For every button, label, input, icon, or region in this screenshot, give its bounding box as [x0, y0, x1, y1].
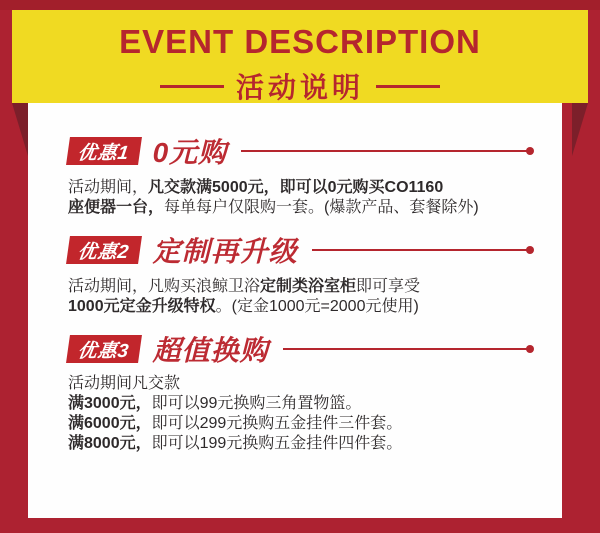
text-segment: 活动期间凡交款 — [68, 375, 181, 392]
text-segment: 活动期间，凡购买浪鲸卫浴 — [68, 278, 261, 295]
subtitle-line-left — [160, 85, 224, 88]
offer-3-line-1 — [68, 374, 532, 394]
text-segment: 满6000元， — [68, 415, 152, 432]
offer-3-line-2 — [68, 394, 532, 414]
text-segment: 。(定金1000元=2000元使用) — [215, 298, 419, 315]
offer-2-header — [68, 235, 532, 265]
offer-3-line-4 — [68, 434, 532, 454]
offer-1-badge — [66, 137, 142, 165]
text-segment: 即可享受 — [356, 278, 421, 295]
offer-3-badge — [66, 335, 142, 363]
offer-1-rule — [241, 150, 532, 152]
offers-card — [28, 103, 562, 518]
offer-3-body — [68, 374, 532, 454]
text-segment: 活动期间， — [68, 179, 149, 196]
banner-title-en: EVENT DESCRIPTION — [119, 23, 481, 60]
text-segment: 满3000元， — [68, 395, 152, 412]
offer-1-line-2 — [68, 198, 532, 218]
offer-2-line-2 — [68, 297, 532, 317]
subtitle-line-right — [376, 85, 440, 88]
offer-1 — [68, 136, 532, 218]
offer-1-header — [68, 136, 532, 166]
offer-3-title: 超值换购 — [152, 335, 269, 366]
offer-2-line-1 — [68, 277, 532, 297]
offer-3-line-3 — [68, 414, 532, 434]
event-banner — [12, 10, 588, 103]
text-segment: 每单每户仅限购一套。(爆款产品、套餐除外) — [164, 199, 479, 216]
ribbon-fold-right — [572, 103, 588, 156]
text-segment: 1000元定金升级特权 — [68, 298, 216, 315]
offer-1-line-1 — [68, 178, 532, 198]
text-segment: 即可以299元换购五金挂件三件套。 — [151, 415, 403, 432]
offer-1-badge-label: 优惠1 — [76, 142, 131, 164]
offer-2-title: 定制再升级 — [152, 236, 298, 267]
ribbon-fold-left — [12, 103, 28, 156]
offer-2-rule — [312, 249, 532, 251]
text-segment: 定制类浴室柜 — [260, 278, 357, 295]
text-segment: 凡交款满5000元，即可以0元购买CO1160 — [148, 179, 444, 196]
offer-2-badge-label: 优惠2 — [76, 241, 131, 263]
offer-1-title: 0元购 — [152, 137, 228, 168]
offer-3-header — [68, 334, 532, 364]
text-segment: 即可以199元换购五金挂件四件套。 — [151, 435, 403, 452]
text-segment: 满8000元， — [68, 435, 152, 452]
line-end-dot — [526, 147, 534, 155]
offer-2-badge — [66, 236, 142, 264]
text-segment: 座便器一台， — [68, 199, 165, 216]
top-red-strip — [0, 0, 600, 10]
offer-2 — [68, 235, 532, 317]
banner-subtitle-row — [12, 66, 588, 106]
offer-2-body — [68, 277, 532, 317]
offer-3 — [68, 334, 532, 454]
text-segment: 即可以99元换购三角置物篮。 — [151, 395, 362, 412]
offer-1-body — [68, 178, 532, 218]
offer-3-badge-label: 优惠3 — [76, 340, 131, 362]
line-end-dot — [526, 246, 534, 254]
banner-title-cn: 活动说明 — [235, 72, 364, 103]
line-end-dot — [526, 345, 534, 353]
offer-3-rule — [283, 348, 532, 350]
